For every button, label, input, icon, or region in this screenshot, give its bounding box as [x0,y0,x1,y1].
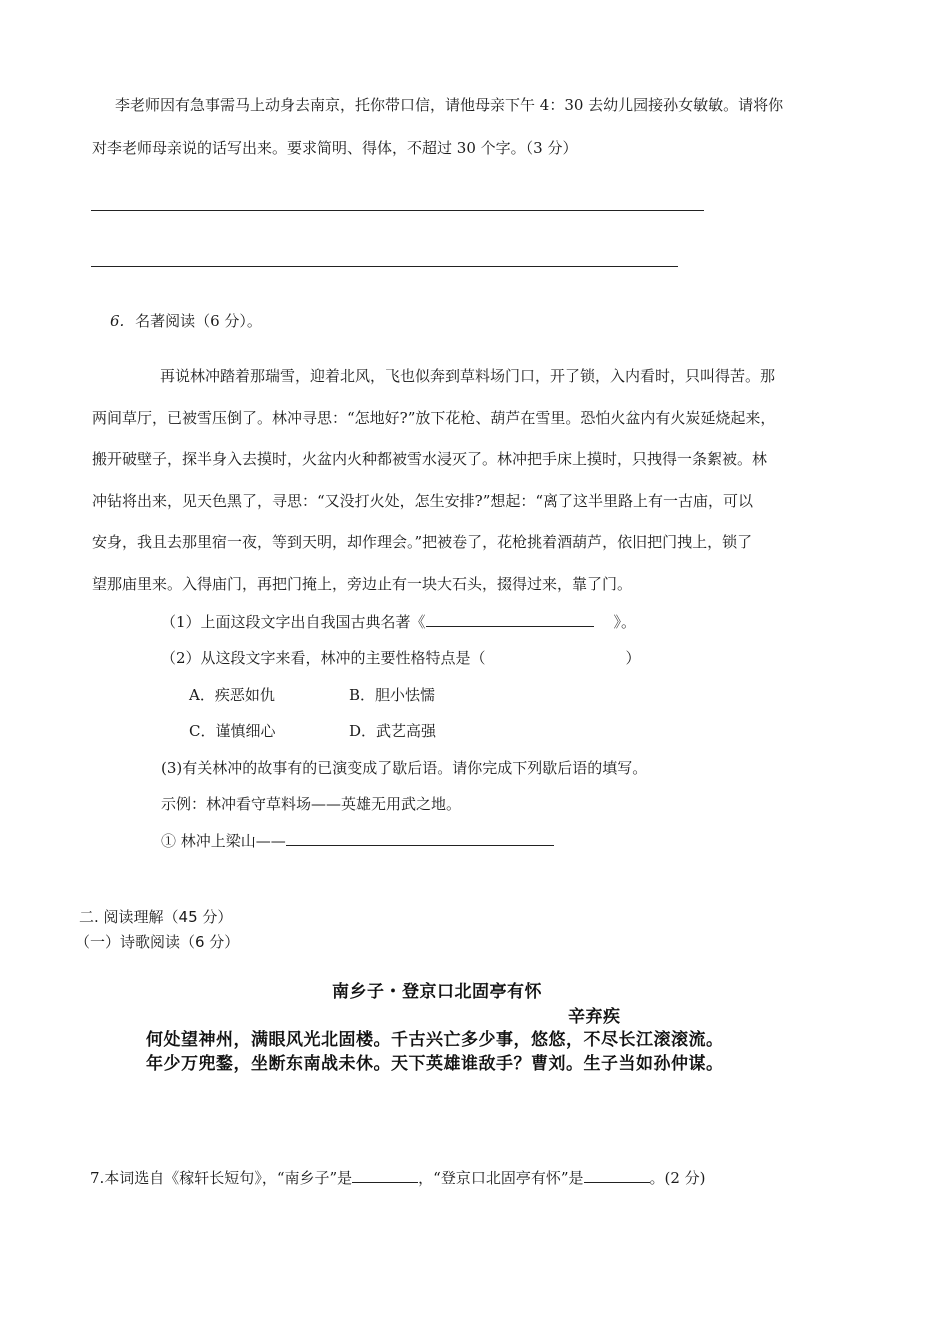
book-title-blank[interactable] [426,612,594,627]
q6-title: 名著阅读（6 分）。 [135,312,262,330]
q6-sub2-prefix: （2）从这段文字来看，林冲的主要性格特点是（ [161,649,486,667]
q6-sub1-suffix: 》。 [613,613,637,631]
poem-line-1: 何处望神州，满眼风光北固楼。千古兴亡多少事，悠悠，不尽长江滚滚流。 [146,1030,724,1050]
passage-line: 望那庙里来。入得庙门，再把门掩上，旁边止有一块大石头，掇得过来，靠了门。 [92,574,633,593]
q6-sub2 [161,647,641,668]
option-d[interactable]: D．武艺高强 [349,722,437,740]
poem-line-2: 年少万兜鍪，坐断东南战未休。天下英雄谁敌手？曹刘。生子当如孙仲谋。 [146,1054,724,1074]
option-a[interactable]: A．疾恶如仇 [189,686,275,704]
q6-sub2-suffix: ） [625,649,641,667]
section2-heading: 二. 阅读理解（45 分） [79,908,233,926]
answer-line-2[interactable] [91,266,678,267]
q6-item1 [161,830,554,851]
q7-blank-2[interactable] [584,1168,650,1183]
q6-sub1-prefix: （1）上面这段文字出自我国古典名著《 [161,613,426,631]
q6-sub1 [161,611,636,632]
passage-line: 安身，我且去那里宿一夜，等到天明，却作理会。”把被卷了，花枪挑着酒葫芦，依旧把门拽上，锁了 [92,533,753,551]
q7-middle: ，“登京口北固亭有怀”是 [418,1169,584,1187]
q6-passage [92,356,862,605]
section2-subheading: （一）诗歌阅读（6 分） [75,933,240,951]
q6-sub3: (3)有关林冲的故事有的已演变成了歇后语。请你完成下列歇后语的填写。 [161,759,648,777]
q6-item1-prefix: ① 林冲上梁山—— [161,832,286,850]
passage-line: 两间草厅，已被雪压倒了。林冲寻思：“怎地好?”放下花枪、葫芦在雪里。恐怕火盆内有火炭延烧起来， [92,408,776,427]
passage-line: 搬开破壁子，探半身入去摸时，火盆内火种都被雪水浸灭了。林冲把手床上摸时，只拽得一条絮被。林 [92,450,768,468]
q6-heading [110,310,262,331]
q7 [90,1167,706,1188]
passage-line: 再说林冲踏着那瑞雪，迎着北风，飞也似奔到草料场门口，开了锁，入内看时，只叫得苦。那 [160,367,776,385]
option-c[interactable]: C．谨慎细心 [189,722,276,740]
q7-prefix: 7.本词选自《稼轩长短句》，“南乡子”是 [90,1169,353,1187]
xiehouyu-blank[interactable] [286,831,554,846]
poem-title: 南乡子・登京口北固亭有怀 [332,982,542,1002]
poem-author: 辛弃疾 [568,1007,621,1027]
q5-line-2: 对李老师母亲说的话写出来。要求简明、得体，不超过 30 个字。（3 分） [92,139,578,157]
option-b[interactable]: B．胆小怯懦 [349,686,436,704]
q6-example: 示例：林冲看守草料场——英雄无用武之地。 [161,795,462,813]
q7-suffix: 。(2 分) [649,1169,706,1187]
q7-blank-1[interactable] [352,1168,418,1183]
passage-line: 冲钻将出来，见天色黑了，寻思：“又没打火处，怎生安排?”想起：“离了这半里路上有一古庙，可以 [92,491,754,510]
q5-line-1: 李老师因有急事需马上动身去南京，托你带口信，请他母亲下午 4：30 去幼儿园接孙女敏敏。请将你 [115,96,784,114]
q6-number: 6. [110,312,125,330]
answer-line-1[interactable] [91,210,704,211]
